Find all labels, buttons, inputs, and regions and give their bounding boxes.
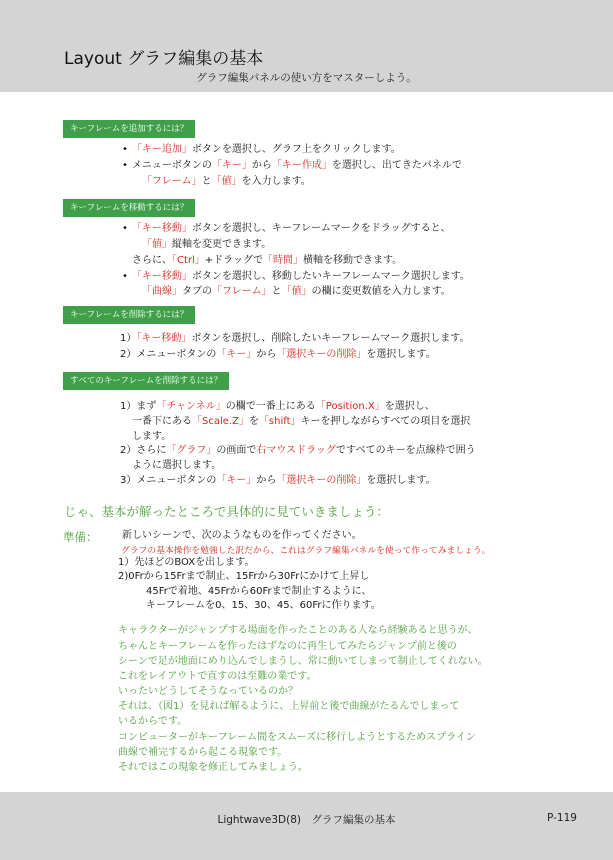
highlight-term: 「値」 xyxy=(281,286,312,297)
highlight-term: 「キー」 xyxy=(211,160,252,171)
highlight-term: 「曲線」 xyxy=(142,286,182,297)
highlight-term: 「フレーム」 xyxy=(142,176,202,187)
green-paragraph-line: ちゃんとキーフレームを作ったはずなのに再生してみたらジャンプ前と後の xyxy=(118,641,457,652)
text-segment: 2）メニューボタンの xyxy=(120,349,217,360)
text-segment: ように選択します。 xyxy=(132,460,222,471)
instruction-line xyxy=(142,175,311,189)
green-paragraph-line: キャラクターがジャンプする場面を作ったことのある人なら経験あると思うが、 xyxy=(118,625,478,636)
text-segment: ですべてのキーを点線枠で囲う xyxy=(335,445,476,456)
prep-line: 45Frで着地、45Frから60Frまで制止するように、 xyxy=(146,586,372,597)
text-segment: の画面で xyxy=(216,445,257,456)
page-number: P-119 xyxy=(547,812,577,824)
green-paragraph-line: 曲線で補完するから起こる現象です。 xyxy=(118,747,288,758)
text-segment: します。 xyxy=(132,431,172,442)
text-segment: ボタンを選択し、削除したいキーフレームマーク選択します。 xyxy=(191,333,470,344)
instruction-line xyxy=(122,143,401,157)
instruction-line xyxy=(120,444,476,458)
text-segment: 2）さらに xyxy=(120,445,167,456)
text-segment: を選択します。 xyxy=(366,349,436,360)
text-segment: の欄で一番上にある xyxy=(225,401,316,412)
highlight-term: 「キー移動」 xyxy=(131,271,192,282)
highlight-term: 「グラフ」 xyxy=(166,445,217,456)
highlight-term: 右マウスドラッグ xyxy=(256,445,336,456)
text-segment: キーを押しながらすべての項目を選択 xyxy=(300,416,471,427)
text-segment: メニューボタンの xyxy=(131,160,212,171)
instruction-line xyxy=(120,332,469,346)
text-segment: と xyxy=(271,286,282,297)
instruction-line xyxy=(132,430,171,444)
text-segment: 1）まず xyxy=(120,401,157,412)
text-segment: さらに、 xyxy=(132,255,172,266)
text-segment: 横軸を移動できます。 xyxy=(302,255,403,266)
prep-line: 1）先ほどのBOXを出します。 xyxy=(118,557,255,568)
text-segment: 1） xyxy=(120,333,137,344)
highlight-term: 「キー移動」 xyxy=(136,333,192,344)
footer-title: Lightwave3D(8) グラフ編集の基本 xyxy=(217,814,396,826)
text-segment: を xyxy=(248,416,259,427)
text-segment: タブの xyxy=(182,286,212,297)
text-segment: を選択し、 xyxy=(384,401,435,412)
highlight-term: 「時間」 xyxy=(262,255,303,266)
highlight-term: 「キー作成」 xyxy=(271,160,332,171)
highlight-term: 「選択キーの削除」 xyxy=(276,475,367,486)
instruction-line xyxy=(132,415,470,429)
text-segment: から xyxy=(251,160,272,171)
green-paragraph-line: それではこの現象を修正してみましょう。 xyxy=(118,762,308,773)
text-segment: と xyxy=(201,176,212,187)
instruction-line xyxy=(120,348,436,362)
instruction-line xyxy=(122,222,451,236)
footer-band xyxy=(0,792,613,860)
green-paragraph-line: いったいどうしてそうなっているのか？ xyxy=(118,686,298,697)
instruction-line xyxy=(142,238,271,252)
section-label-delete-all: すべてのキーフレームを削除するには？ xyxy=(63,372,229,390)
instruction-line xyxy=(120,474,436,488)
text-segment: の欄に変更数値を入力します。 xyxy=(311,286,451,297)
instruction-line xyxy=(132,254,402,268)
text-segment: を選択し、出てきたパネルで xyxy=(331,160,462,171)
text-segment: から xyxy=(256,349,277,360)
text-segment: 縦軸を変更できます。 xyxy=(172,239,272,250)
highlight-term: 「キー」 xyxy=(216,349,257,360)
section-label-add: キーフレームを追加するには？ xyxy=(63,120,195,138)
highlight-term: 「選択キーの削除」 xyxy=(276,349,367,360)
text-segment: を入力します。 xyxy=(241,176,311,187)
text-segment: から xyxy=(256,475,277,486)
green-paragraph-line: いるからです。 xyxy=(118,716,188,727)
highlight-term: 「フレーム」 xyxy=(212,286,272,297)
highlight-term: 「チャンネル」 xyxy=(156,401,226,412)
highlight-term: 「Ctrl」 xyxy=(172,255,205,266)
highlight-term: 「Scale.Z」 xyxy=(192,416,249,427)
text-segment: 一番下にある xyxy=(132,416,192,427)
prep-line: 2)0Frから15Frまで制止、15Frから30Frにかけて上昇し xyxy=(118,571,370,582)
prep-line: キーフレームを0、15、30、45、60Frに作ります。 xyxy=(146,600,381,611)
prep-intro: 新しいシーンで、次のようなものを作ってください。 xyxy=(122,530,362,541)
highlight-term: 「shift」 xyxy=(258,416,301,427)
highlight-term: 「キー移動」 xyxy=(131,223,192,234)
instruction-line xyxy=(132,459,221,473)
instruction-line xyxy=(122,159,462,173)
text-segment: ボタンを選択し、キーフレームマークをドラッグすると、 xyxy=(191,223,451,234)
highlight-term: 「キー」 xyxy=(216,475,257,486)
highlight-term: 「値」 xyxy=(142,239,172,250)
green-paragraph-line: コンピューターがキーフレーム間をスムーズに移行しようとするためスプライン xyxy=(118,732,476,743)
green-paragraph-line: それは、（図1）を見れば解るように、上昇前と後で曲線がたるんでしまって xyxy=(118,701,460,712)
text-segment: +ドラッグで xyxy=(204,255,263,266)
section-label-delete: キーフレームを削除するには？ xyxy=(63,306,195,324)
page-title: Layout グラフ編集の基本 xyxy=(64,49,264,69)
green-paragraph-line: これをレイアウトで直すのは至難の業です。 xyxy=(118,671,317,682)
highlight-term: 「キー追加」 xyxy=(131,144,192,155)
highlight-term: 「Position.X」 xyxy=(315,401,385,412)
green-paragraph-line: シーンで足が地面にめり込んでしまうし、常に動いてしまって制止してくれない。 xyxy=(118,656,488,667)
headline: じゃ、基本が解ったところで具体的に見ていきましょう： xyxy=(64,504,389,519)
instruction-line xyxy=(122,270,470,284)
header-band xyxy=(0,0,613,92)
text-segment: 3）メニューボタンの xyxy=(120,475,217,486)
instruction-line xyxy=(142,285,451,299)
instruction-line xyxy=(120,400,435,414)
highlight-term: 「値」 xyxy=(211,176,242,187)
prep-label: 準備： xyxy=(63,530,98,544)
text-segment: ボタンを選択し、移動したいキーフレームマーク選択します。 xyxy=(191,271,471,282)
page-subtitle: グラフ編集パネルの使い方をマスターしよう。 xyxy=(196,72,417,84)
text-segment: を選択します。 xyxy=(366,475,436,486)
prep-note: グラフの基本操作を勉強した訳だから、これはグラフ編集パネルを使って作ってみましょう。 xyxy=(121,546,491,556)
text-segment: ボタンを選択し、グラフ上をクリックします。 xyxy=(191,144,401,155)
section-label-move: キーフレームを移動するには？ xyxy=(63,199,195,217)
